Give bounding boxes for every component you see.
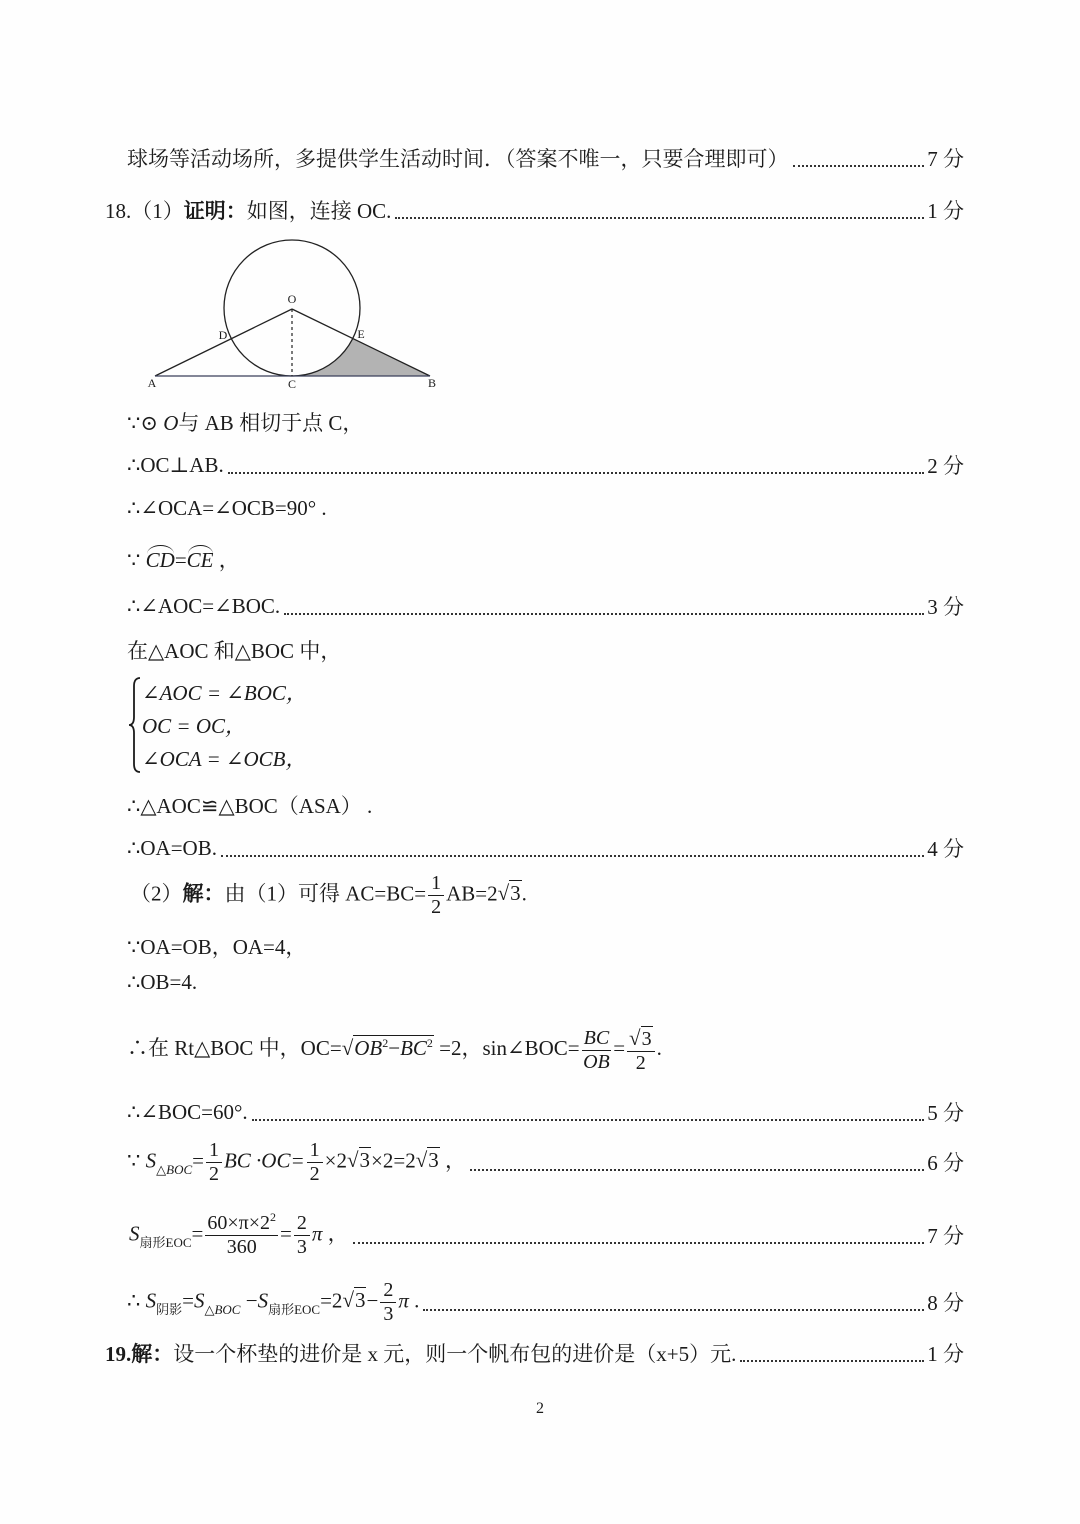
step-text (127, 407, 363, 437)
page-number: 2 (536, 1400, 544, 1417)
step-text (130, 873, 527, 918)
square-root: √3 (415, 1147, 439, 1172)
activity-note-text: 球场等活动场所，多提供学生活动时间．（答案不唯一，只要合理即可） (127, 147, 789, 171)
fraction-one-half (307, 1140, 323, 1185)
minus-sign: − (366, 1287, 379, 1312)
equals-two: =2 (320, 1287, 343, 1312)
denominator: 2 (309, 1162, 320, 1185)
dotted-leader (221, 855, 924, 857)
step-text-after: AB=2 (446, 880, 498, 905)
punctuation: ， (322, 1220, 349, 1245)
activity-note-line (127, 142, 964, 174)
step-text: ∴OA=OB. (127, 835, 217, 860)
step-text: ∴∠OCA=∠OCB=90° . (127, 495, 327, 520)
times-two: ×2 (324, 1147, 347, 1172)
system-equation: OC = OC， (142, 714, 247, 738)
punctuation: ， (439, 1147, 466, 1172)
equals-sign: = (613, 1035, 626, 1060)
score-label: 1 分 (927, 1342, 964, 1366)
area-symbol: S (129, 1220, 140, 1245)
fraction-two-thirds (294, 1213, 310, 1258)
equal-angles-line (127, 590, 964, 622)
exponent: 2 (270, 1209, 277, 1224)
dotted-leader (395, 217, 924, 219)
square-root: √3 (497, 880, 521, 905)
step-text-rest: 由（1）可得 AC=BC= (224, 880, 427, 905)
square-root: √3 (629, 1026, 652, 1050)
numerator (627, 1026, 655, 1052)
numerator: 2 (294, 1213, 310, 1236)
product-bc-oc: BC ·OC= (223, 1147, 305, 1172)
label-d: D (218, 328, 228, 342)
punctuation: . (408, 1287, 420, 1312)
step-text (127, 1026, 662, 1074)
label-e: E (357, 327, 365, 341)
therefore-symbol: ∴ (127, 1287, 146, 1312)
dotted-leader (793, 165, 925, 167)
right-angles-line (127, 492, 327, 524)
oa-four-line (127, 930, 306, 962)
step-text: ∴∠BOC=60°. (127, 1099, 248, 1124)
numerator: 2 (380, 1280, 396, 1303)
system-row (142, 742, 306, 774)
system-row (142, 676, 307, 708)
pi-symbol: π (398, 1287, 409, 1312)
area-subscript: 扇形EOC (268, 1301, 321, 1317)
area-subscript: 阴影 (156, 1301, 183, 1317)
denominator: 2 (208, 1162, 219, 1185)
step-text: ∴OB=4. (127, 969, 198, 994)
area-symbol: S (145, 1287, 157, 1312)
area-symbol: S (145, 1147, 157, 1172)
radicand (353, 1035, 434, 1060)
dotted-leader (353, 1242, 925, 1244)
score-label: 7 分 (927, 147, 964, 171)
denominator: 360 (226, 1235, 257, 1258)
fraction-root3-over-2 (627, 1026, 655, 1074)
triangle-area-line (127, 1137, 964, 1187)
step-text: ∵OA=OB，OA=4， (127, 935, 307, 959)
system-equation: ∠OCA = ∠OCB， (142, 747, 307, 771)
step-text-rest: 设一个杯垫的进价是 x 元，则一个帆布包的进价是（x+5）元. (173, 1342, 737, 1366)
step-text: ∴△AOC≌△BOC（ASA） . (127, 794, 373, 818)
proof-label: 证明： (183, 199, 247, 223)
dotted-leader (252, 1119, 925, 1121)
exponent: 2 (382, 1035, 389, 1050)
equal-arcs-line (127, 543, 240, 575)
fraction-sector-formula (205, 1209, 278, 1258)
sector-area-line (129, 1205, 964, 1265)
numerator: 1 (307, 1140, 323, 1163)
fraction-bc-over-ob (582, 1028, 612, 1073)
in-triangles-line (127, 634, 341, 666)
step-text: 如图，连接 OC. (246, 199, 392, 223)
part-number: （2） (130, 880, 183, 905)
shaded-region (292, 339, 430, 377)
denominator: 3 (296, 1235, 307, 1258)
shaded-area-line (127, 1276, 964, 1328)
denominator: 3 (383, 1302, 394, 1325)
minus-sign: − (240, 1287, 258, 1312)
step-text (105, 1338, 736, 1368)
score-label: 5 分 (927, 1101, 964, 1125)
area-subscript: 扇形EOC (139, 1234, 192, 1250)
radicand: 3 (354, 1287, 366, 1312)
score-label: 7 分 (927, 1224, 964, 1248)
denominator: 2 (635, 1052, 646, 1074)
dotted-leader (470, 1169, 924, 1171)
square-root: √3 (347, 1147, 371, 1172)
arc-ce: CE (186, 548, 214, 572)
area-subscript: △BOC (204, 1301, 241, 1317)
because-symbol: ∵ (127, 1147, 146, 1172)
punctuation: . (656, 1035, 662, 1060)
step-text-rest: 与 AB 相切于点 C， (178, 411, 364, 435)
punctuation: . (521, 880, 527, 905)
numerator: 1 (428, 873, 444, 896)
solution-label: 19.解： (105, 1342, 174, 1366)
equals-sign: = (174, 548, 187, 572)
dotted-leader (740, 1360, 924, 1362)
step-text (127, 1140, 466, 1185)
pi-symbol: π (311, 1220, 323, 1245)
term-ob: OB (354, 1035, 383, 1060)
punctuation: ， (213, 548, 240, 572)
square-root: $√OB^2-BC^2$ (341, 1035, 433, 1060)
right-triangle-line (127, 1020, 662, 1080)
area-symbol: S (193, 1287, 205, 1312)
fraction-one-half (428, 873, 444, 918)
score-label: 4 分 (927, 837, 964, 861)
q19-line (105, 1337, 964, 1369)
tangent-line (127, 406, 363, 438)
system-equation: ∠AOC = ∠BOC， (142, 681, 307, 705)
times-two-equals: ×2=2 (371, 1147, 416, 1172)
ob-four-line (127, 966, 197, 998)
q18-part1-header (105, 194, 964, 226)
because-symbol: ∵ (127, 548, 146, 572)
step-text: ∴OC⊥AB. (127, 452, 224, 477)
step-text-start: ∴在 Rt△BOC 中，OC= (127, 1035, 342, 1060)
geometry-figure (140, 232, 450, 394)
label-b: B (427, 376, 437, 390)
numerator: 1 (206, 1140, 222, 1163)
q18-part2-line (130, 870, 527, 920)
radicand: 3 (428, 1147, 439, 1172)
step-text (129, 1209, 349, 1258)
dotted-leader (228, 472, 925, 474)
score-label: 6 分 (927, 1151, 964, 1175)
step-text: ∴∠AOC=∠BOC. (127, 593, 281, 618)
step-text (127, 544, 240, 574)
segment-oa (155, 309, 292, 376)
angle-60-line (127, 1096, 964, 1128)
label-o: O (287, 292, 297, 306)
radicand: 3 (641, 1028, 652, 1050)
arc-cd: CD (145, 548, 175, 572)
equals-sign: = (192, 1147, 204, 1172)
radicand: 3 (359, 1147, 371, 1172)
circle-name: O (163, 411, 179, 435)
minus-sign: − (388, 1035, 401, 1060)
score-label: 1 分 (927, 199, 964, 223)
perpendicular-line (127, 449, 964, 481)
solution-label: 解： (182, 880, 225, 905)
score-label: 2 分 (927, 454, 964, 478)
area-symbol: S (257, 1287, 269, 1312)
label-c: C (287, 377, 297, 391)
step-text-mid: =2，sin∠BOC= (433, 1035, 580, 1060)
congruent-line (127, 789, 372, 821)
system-row (142, 709, 246, 741)
fraction-one-half (206, 1140, 222, 1185)
left-brace (128, 676, 142, 774)
area-subscript: △BOC (156, 1161, 193, 1177)
q18-header-text (105, 195, 391, 225)
numerator-text: 60×π×2 (207, 1211, 271, 1234)
term-bc: BC (400, 1035, 427, 1060)
denominator: OB (583, 1050, 610, 1073)
dotted-leader (423, 1309, 924, 1311)
score-label: 8 分 (927, 1291, 964, 1315)
numerator (205, 1209, 278, 1236)
exponent: 2 (426, 1035, 433, 1050)
numerator: BC (583, 1026, 610, 1049)
equals-sign: = (191, 1220, 204, 1245)
step-text (127, 1280, 419, 1325)
question-number: 18.（1） (105, 199, 184, 223)
fraction-two-thirds (380, 1280, 396, 1325)
equals-sign: = (280, 1220, 292, 1245)
dotted-leader (284, 613, 924, 615)
equals-sign: = (182, 1287, 194, 1312)
because-symbol: ∵⊙ (127, 411, 164, 435)
oa-equals-ob-line (127, 832, 964, 864)
score-label: 3 分 (927, 595, 964, 619)
square-root: √3 (342, 1287, 366, 1312)
label-a: A (147, 376, 157, 390)
circle-o (224, 240, 360, 376)
radicand: 3 (510, 880, 521, 905)
step-text: 在△AOC 和△BOC 中， (127, 639, 342, 663)
denominator: 2 (431, 895, 442, 918)
